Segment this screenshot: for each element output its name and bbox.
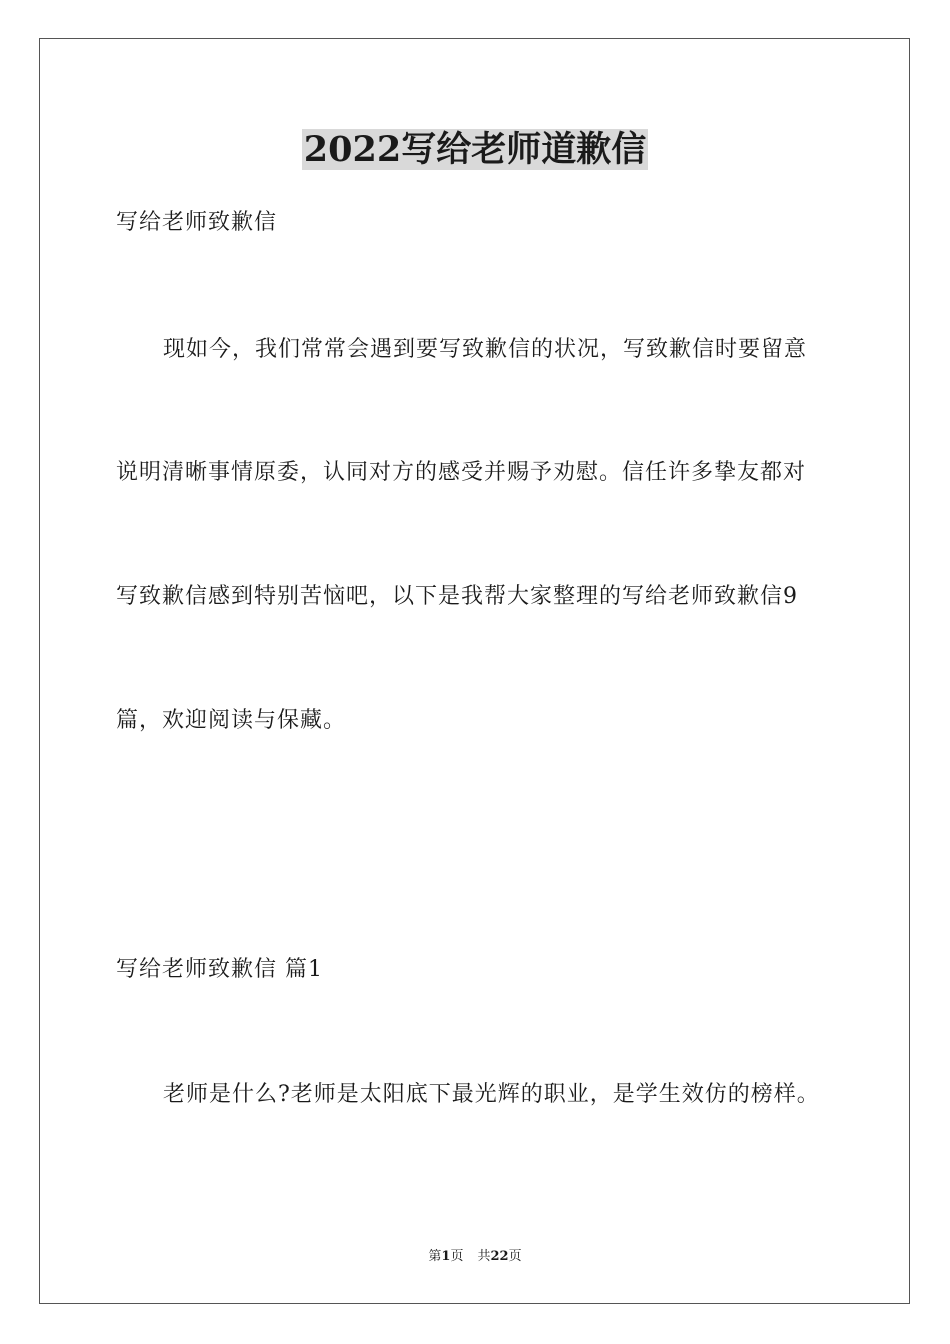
footer-total-prefix: 共 [477,1249,491,1264]
document-title [0,128,950,172]
page-footer [0,1248,950,1266]
section-paragraph-line: 老师是什么?老师是太阳底下最光辉的职业，是学生效仿的榜样。 [163,1082,820,1107]
footer-page-prefix: 第 [428,1249,442,1264]
footer-total-suffix: 页 [508,1249,522,1264]
intro-line-2: 说明清晰事情原委，认同对方的感受并赐予劝慰。信任许多挚友都对 [116,460,807,485]
footer-total-pages: 22 [490,1249,509,1264]
document-title-text: 2022写给老师道歉信 [303,129,647,170]
document-subtitle: 写给老师致歉信 [116,210,278,235]
intro-line-4: 篇，欢迎阅读与保藏。 [116,708,347,733]
intro-line-3: 写致歉信感到特别苦恼吧，以下是我帮大家整理的写给老师致歉信9 [116,584,798,609]
section-heading: 写给老师致歉信 篇1 [116,957,323,982]
footer-page-number: 1 [441,1249,451,1264]
footer-page-suffix: 页 [450,1249,464,1264]
intro-line-1: 现如今，我们常常会遇到要写致歉信的状况，写致歉信时要留意 [163,337,808,362]
